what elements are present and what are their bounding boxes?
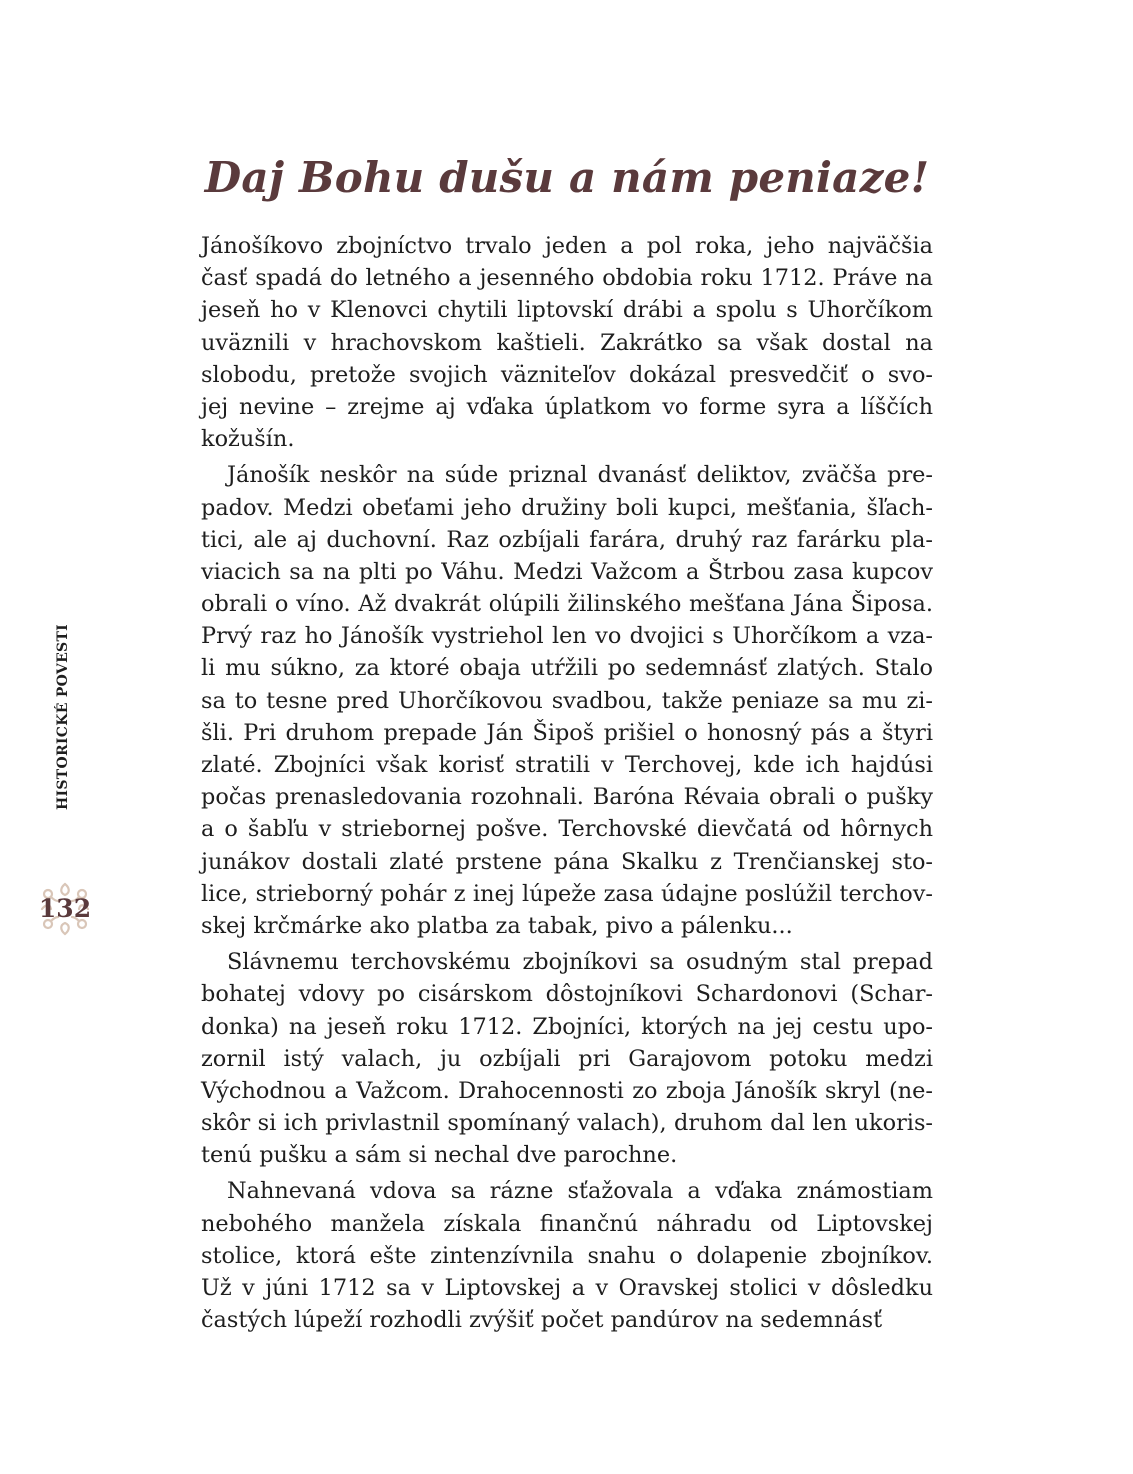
text-line: uväznili v hrachovskom kaštieli. Zakrátko sa však dostal na — [201, 329, 933, 356]
text-line: Prvý raz ho Jánošík vystriehol len vo dvojici s Uhorčíkom a vza- — [201, 623, 933, 650]
text-line: slobodu, pretože svojich väzniteľov dokázal presvedčiť o svo- — [201, 361, 933, 388]
text-line: li mu súkno, za ktoré obaja utŕžili po sedemnásť zlatých. Stalo — [201, 655, 933, 682]
page-number: 132 — [38, 894, 92, 923]
text-line: Jánošík neskôr na súde priznal dvanásť deliktov, zväčša pre- — [227, 462, 933, 489]
paragraph — [201, 459, 933, 942]
text-line: a o šabľu v striebornej pošve. Terchovské dievčatá od hôrnych — [201, 816, 933, 843]
text-line: kožušín. — [201, 426, 295, 453]
text-line: Východnou a Važcom. Drahocennosti zo zboja Jánošík skryl (ne- — [201, 1077, 933, 1104]
text-line: Jánošíkovo zbojníctvo trvalo jeden a pol roka, jeho najväčšia — [201, 233, 933, 259]
chapter-title: Daj Bohu dušu a nám peniaze! — [204, 153, 930, 202]
text-line: lice, strieborný pohár z inej lúpeže zasa údajne poslúžil terchov- — [201, 880, 933, 907]
text-line: jeseň ho v Klenovci chytili liptovskí drábi a spolu s Uhorčíkom — [201, 297, 933, 324]
text-line: počas prenasledovania rozohnali. Baróna Révaia obrali o pušky — [201, 784, 933, 811]
paragraph — [201, 946, 933, 1171]
text-line: padov. Medzi obeťami jeho družiny boli kupci, mešťania, šľach- — [201, 494, 933, 521]
text-line: nebohého manžela získala finančnú náhradu od Liptovskej — [201, 1210, 933, 1237]
text-line: zornil istý valach, ju ozbíjali pri Garajovom potoku medzi — [201, 1045, 933, 1072]
paragraph — [201, 1175, 933, 1336]
page-number-block — [36, 880, 94, 938]
text-line: šli. Pri druhom prepade Ján Šipoš prišiel o honosný pás a štyri — [201, 719, 933, 746]
section-label: HISTORICKÉ POVESTI — [55, 623, 71, 810]
text-line: Nahnevaná vdova sa rázne sťažovala a vďaka známostiam — [227, 1178, 933, 1205]
text-line: skej krčmárke ako platba za tabak, pivo a pálenku... — [201, 912, 793, 939]
text-line: skôr si ich privlastnil spomínaný valach), druhom dal len ukoris- — [201, 1110, 933, 1137]
text-line: časť spadá do letného a jesenného obdobia roku 1712. Práve na — [201, 265, 933, 292]
text-line: donka) na jeseň roku 1712. Zbojníci, ktorých na jej cestu upo- — [201, 1013, 933, 1040]
text-line: tenú pušku a sám si nechal dve parochne. — [201, 1142, 678, 1169]
text-line: zlaté. Zbojníci však korisť stratili v Terchovej, kde ich hajdúsi — [201, 752, 933, 778]
text-line: častých lúpeží rozhodli zvýšiť počet pandúrov na sedemnásť — [201, 1307, 883, 1334]
text-line: bohatej vdovy po cisárskom dôstojníkovi Schardonovi (Schar- — [201, 981, 933, 1008]
text-line: tici, ale aj duchovní. Raz ozbíjali farára, druhý raz farárku pla- — [201, 526, 933, 553]
text-line: viacich sa na plti po Váhu. Medzi Važcom a Štrbou zasa kupcov — [201, 558, 933, 585]
text-line: junákov dostali zlaté prstene pána Skalku z Trenčianskej sto- — [201, 848, 933, 875]
text-line: sa to tesne pred Uhorčíkovou svadbou, takže peniaze sa mu zi- — [201, 687, 933, 714]
text-line: stolice, ktorá ešte zintenzívnila snahu o dolapenie zbojníkov. — [201, 1242, 933, 1269]
body-text — [201, 230, 933, 1336]
paragraph — [201, 230, 933, 455]
text-line: Slávnemu terchovskému zbojníkovi sa osudným stal prepad — [227, 949, 933, 976]
text-line: obrali o víno. Až dvakrát olúpili žilinského mešťana Jána Šiposa. — [201, 591, 933, 618]
text-line: jej nevine – zrejme aj vďaka úplatkom vo forme syra a líščích — [201, 393, 933, 420]
text-line: Už v júni 1712 sa v Liptovskej a v Oravskej stolici v dôsledku — [201, 1275, 933, 1301]
